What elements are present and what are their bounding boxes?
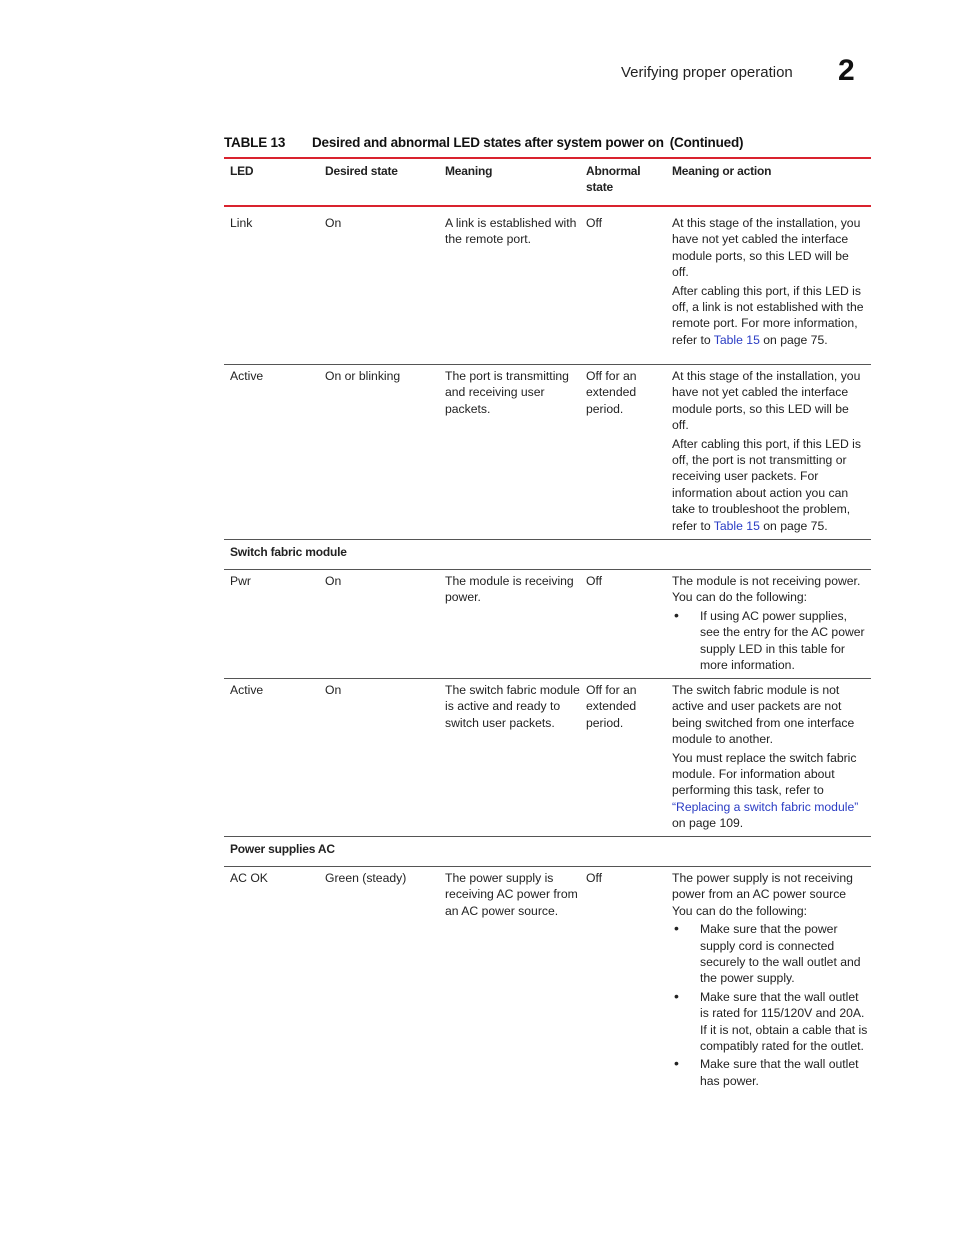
meaning-or-action: [672, 215, 868, 350]
table-header-row: [224, 159, 871, 205]
meaning: The module is receiving power.: [445, 574, 574, 605]
led-name: Active: [230, 369, 264, 383]
meaning: The switch fabric module is active and ready to switch user packets.: [445, 683, 580, 730]
action-paragraph: The switch fabric module is not active and user packets are not being switched from one interface module to another.: [672, 683, 855, 747]
replacing-switch-fabric-link[interactable]: “Replacing a switch fabric module”: [672, 799, 859, 814]
bullet-text: Make sure that the wall outlet has power.: [700, 1057, 859, 1088]
led-name: AC OK: [230, 871, 268, 885]
action-text: on page 109.: [672, 816, 744, 831]
action-paragraph: [672, 750, 868, 832]
bullet-text: Make sure that the power supply cord is connected securely to the wall outlet and the power supply.: [700, 922, 861, 986]
table-caption: [224, 135, 743, 150]
list-item: [672, 608, 868, 674]
table-row: [224, 207, 871, 365]
section-label: Power supplies AC: [230, 842, 335, 856]
meaning-or-action: [672, 870, 868, 1091]
desired-state: On or blinking: [325, 369, 401, 383]
list-item: [672, 989, 868, 1055]
table-row: [224, 867, 871, 1107]
table-row: [224, 365, 871, 540]
bullet-text: If using AC power supplies, see the entry for the AC power supply LED in this table for more information.: [700, 608, 865, 673]
section-row-power-supplies: [224, 837, 871, 867]
table-row: [224, 570, 871, 679]
col-header-desired: Desired state: [325, 164, 398, 178]
col-header-action: Meaning or action: [672, 164, 772, 178]
abnormal-state: Off: [586, 216, 603, 230]
meaning-or-action: [672, 368, 868, 536]
table-continued: (Continued): [669, 135, 744, 150]
action-bullet-list: [672, 921, 868, 1089]
running-header-title: Verifying proper operation: [621, 64, 793, 81]
action-text: You must replace the switch fabric module. For information about performing this task, refer to: [672, 750, 857, 798]
section-label: Switch fabric module: [230, 545, 347, 559]
meaning-or-action: [672, 682, 868, 834]
bullet-icon: •: [674, 606, 679, 623]
action-paragraph: The module is not receiving power. You can do the following:: [672, 574, 861, 605]
meaning: A link is established with the remote port.: [445, 216, 577, 247]
bullet-text: Make sure that the wall outlet is rated for 115/120V and 20A. If it is not, obtain a cable that is compatibly rated for the outlet.: [700, 989, 868, 1054]
meaning-or-action: [672, 573, 868, 675]
bullet-icon: •: [674, 920, 679, 937]
action-paragraph: The power supply is not receiving power from an AC power source You can do the following:: [672, 871, 853, 918]
led-name: Link: [230, 216, 253, 230]
action-paragraph: [672, 283, 868, 349]
action-text: After cabling this port, if this LED is off, the port is not transmitting or receiving user packets. For information about action you can take to troubleshoot the problem, refer to: [672, 436, 861, 533]
abnormal-state: Off for an extended period.: [586, 369, 637, 416]
action-paragraph: At this stage of the installation, you have not yet cabled the interface module ports, so this LED will be off.: [672, 216, 861, 280]
meaning: The port is transmitting and receiving user packets.: [445, 369, 569, 416]
list-item: [672, 1056, 868, 1089]
col-header-meaning: Meaning: [445, 164, 493, 178]
meaning: The power supply is receiving AC power from an AC power source.: [445, 871, 578, 918]
table-15-link[interactable]: Table 15: [713, 518, 760, 533]
table-row: [224, 679, 871, 837]
action-bullet-list: [672, 608, 868, 674]
action-text: on page 75.: [759, 332, 828, 347]
led-states-table: [224, 157, 871, 1107]
col-header-abnormal: Abnormal state: [586, 164, 641, 195]
desired-state: On: [325, 216, 342, 230]
table-title: Desired and abnormal LED states after system power on: [312, 135, 664, 150]
action-paragraph: At this stage of the installation, you have not yet cabled the interface module ports, so this LED will be off.: [672, 369, 861, 433]
abnormal-state: Off: [586, 574, 603, 588]
list-item: [672, 921, 868, 987]
section-row-switch-fabric: [224, 540, 871, 570]
col-header-led: LED: [230, 164, 254, 178]
chapter-number: 2: [838, 54, 855, 87]
bullet-icon: •: [674, 987, 679, 1004]
action-paragraph: [672, 436, 868, 534]
desired-state: Green (steady): [325, 871, 407, 885]
action-text: on page 75.: [759, 518, 828, 533]
abnormal-state: Off for an extended period.: [586, 683, 637, 730]
led-name: Pwr: [230, 574, 251, 588]
desired-state: On: [325, 574, 342, 588]
table-15-link[interactable]: Table 15: [713, 332, 760, 347]
action-text: After cabling this port, if this LED is off, a link is not established with the remote port. For more information, refer to: [672, 283, 864, 347]
bullet-icon: •: [674, 1055, 679, 1072]
desired-state: On: [325, 683, 342, 697]
abnormal-state: Off: [586, 871, 603, 885]
table-label: TABLE 13: [224, 135, 286, 150]
led-name: Active: [230, 683, 264, 697]
